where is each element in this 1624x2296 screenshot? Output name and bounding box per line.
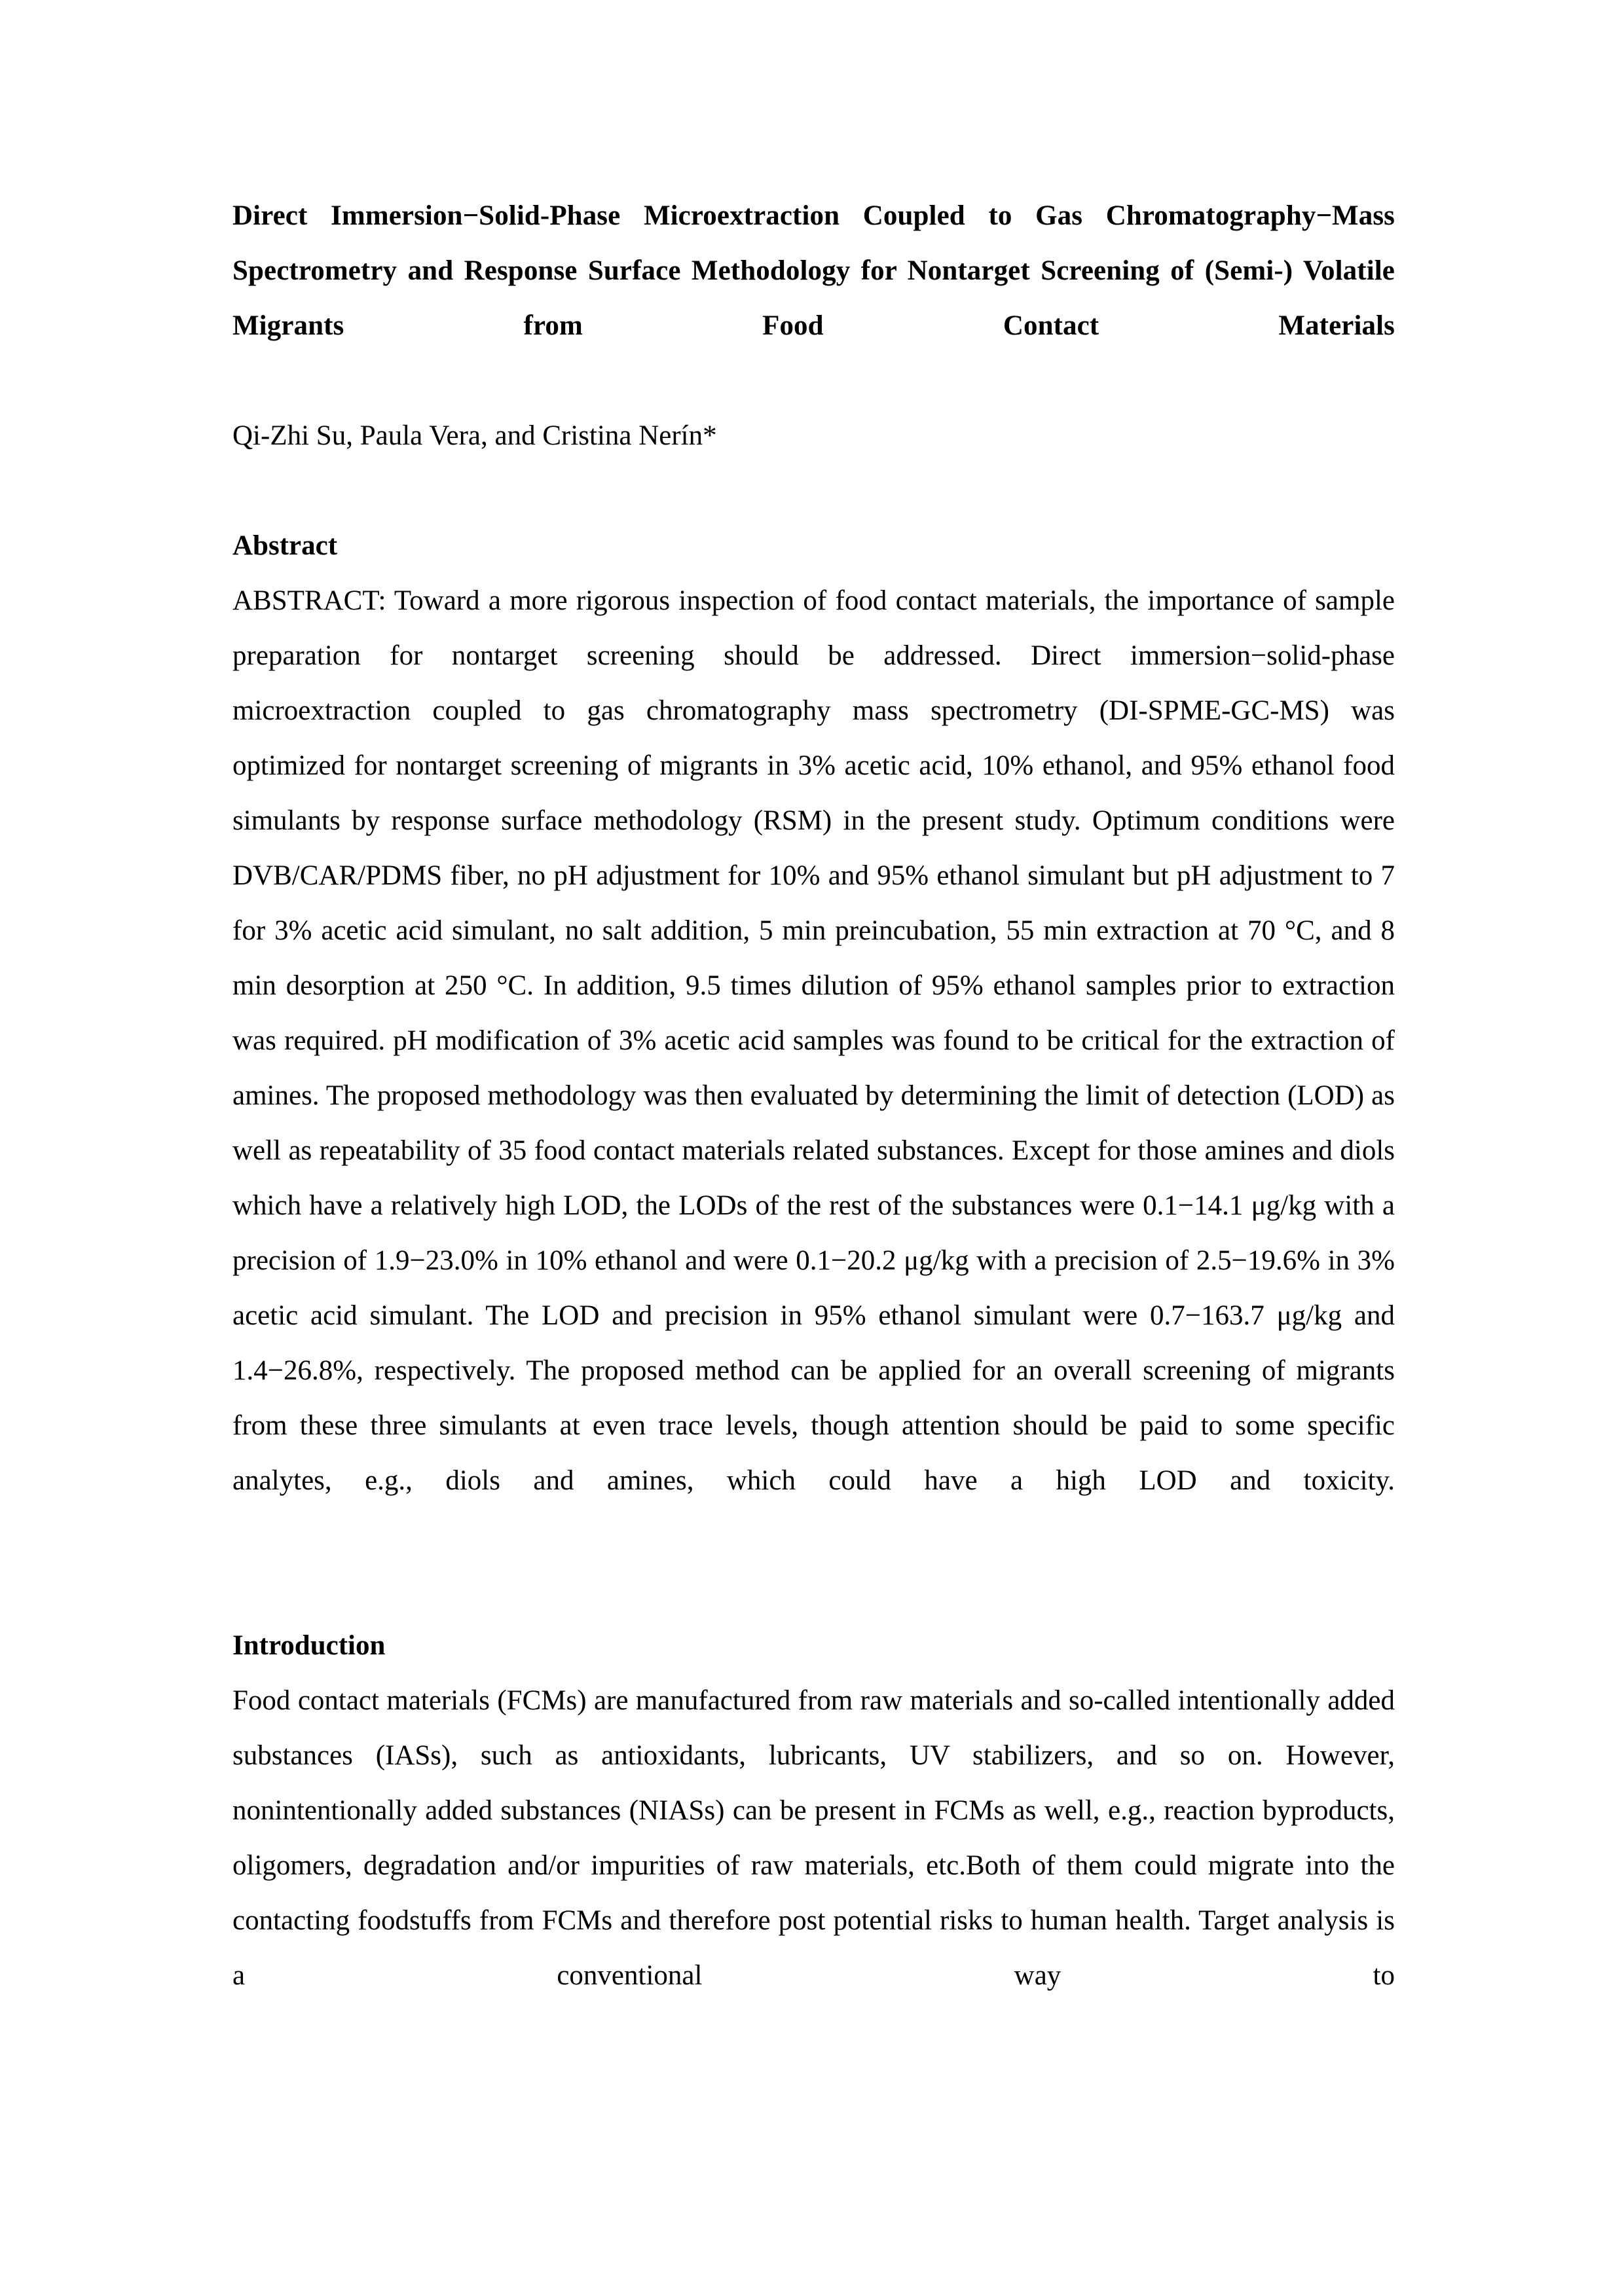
section-heading-introduction: Introduction — [232, 1630, 386, 1661]
section-heading-abstract: Abstract — [232, 530, 338, 561]
page-title: Direct Immersion−Solid-Phase Microextraction Coupled to Gas Chromatography−Mass Spectrometry and Response Surface Methodology for Nontarget Screening of (Semi-) Volatile Migrants from Food Contact Materials — [232, 200, 1395, 341]
section-spacer-introduction — [232, 1563, 1395, 1618]
page-content-column — [232, 189, 1395, 2058]
section-spacer-abstract — [232, 464, 1395, 519]
introduction-body: Food contact materials (FCMs) are manufactured from raw materials and so-called intentionally added substances (IASs), such as antioxidants, lubricants, UV stabilizers, and so on. However, nonintentionally added substances (NIASs) can be present in FCMs as well, e.g., reaction byproducts, oligomers, degradation and/or impurities of raw materials, etc.Both of them could migrate into the contacting foodstuffs from FCMs and therefore post potential risks to human health. Target analysis is a conventional way to — [232, 1685, 1395, 1991]
abstract-body: ABSTRACT: Toward a more rigorous inspection of food contact materials, the importance of sample preparation for nontarget screening should be addressed. Direct immersion−solid-phase microextraction coupled to gas chromatography mass spectrometry (DI-SPME-GC-MS) was optimized for nontarget screening of migrants in 3% acetic acid, 10% ethanol, and 95% ethanol food simulants by response surface methodology (RSM) in the present study. Optimum conditions were DVB/CAR/PDMS fiber, no pH adjustment for 10% and 95% ethanol simulant but pH adjustment to 7 for 3% acetic acid simulant, no salt addition, 5 min preincubation, 55 min extraction at 70 °C, and 8 min desorption at 250 °C. In addition, 9.5 times dilution of 95% ethanol samples prior to extraction was required. pH modification of 3% acetic acid samples was found to be critical for the extraction of amines. The proposed methodology was then evaluated by determining the limit of detection (LOD) as well as repeatability of 35 food contact materials related substances. Except for those amines and diols which have a relatively high LOD, the LODs of the rest of the substances were 0.1−14.1 μg/kg with a precision of 1.9−23.0% in 10% ethanol and were 0.1−20.2 μg/kg with a precision of 2.5−19.6% in 3% acetic acid simulant. The LOD and precision in 95% ethanol simulant were 0.7−163.7 μg/kg and 1.4−26.8%, respectively. The proposed method can be applied for an overall screening of migrants from these three simulants at even trace levels, though attention should be paid to some specific analytes, e.g., diols and amines, which could have a high LOD and toxicity. — [232, 585, 1395, 1496]
author-list: Qi-Zhi Su, Paula Vera, and Cristina Nerín* — [232, 420, 717, 451]
